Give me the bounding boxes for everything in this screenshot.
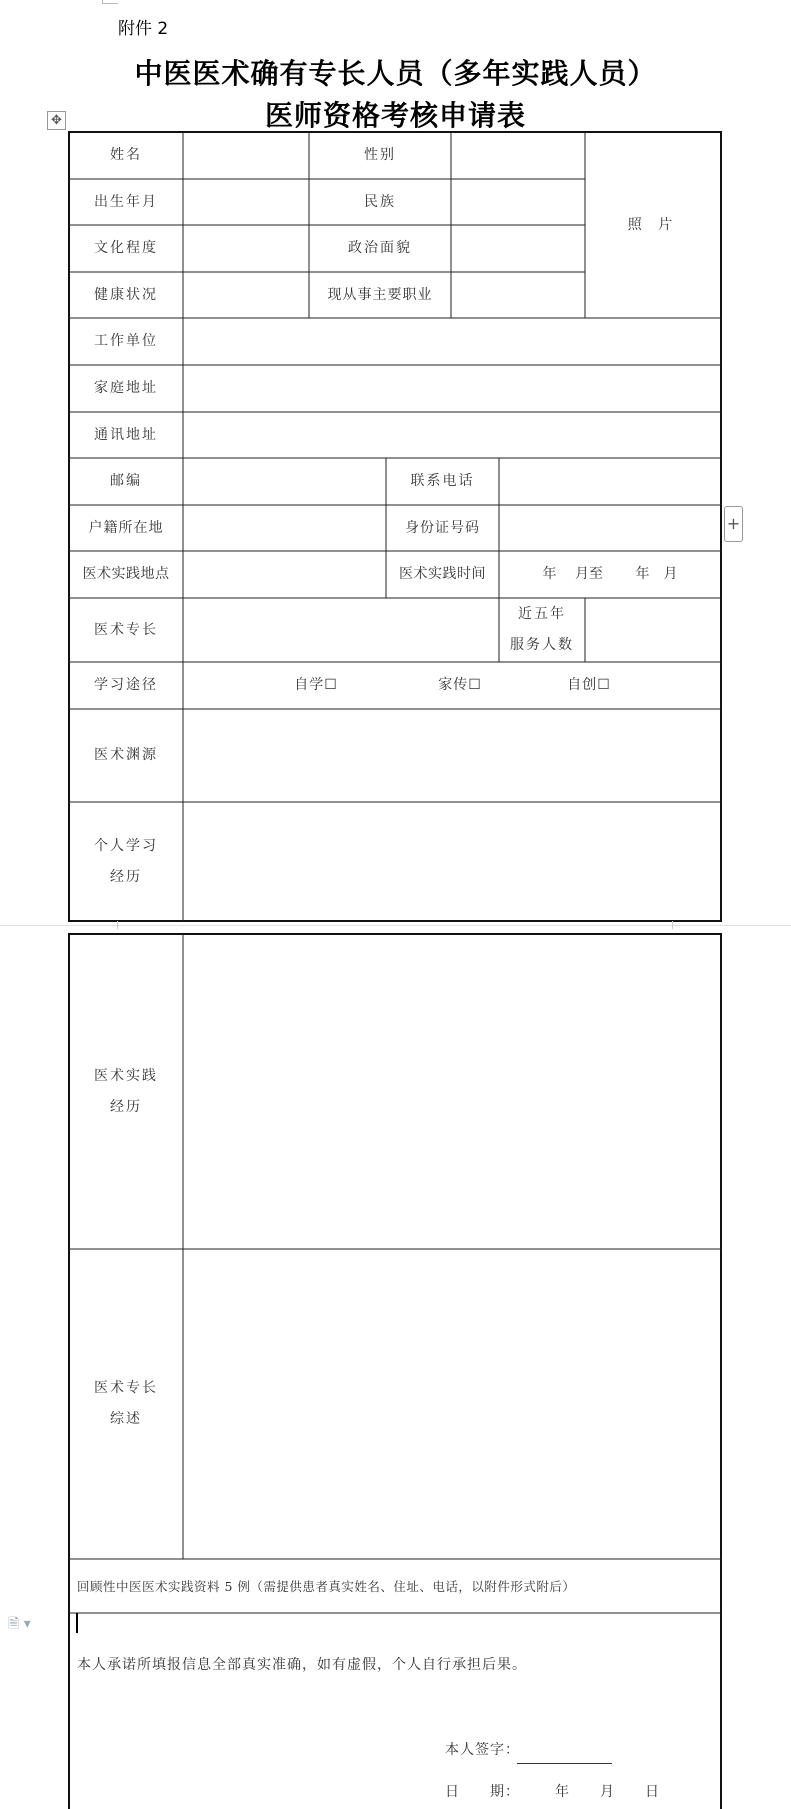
cases-note: 回顾性中医医术实践资料 5 例（需提供患者真实姓名、住址、电话，以附件形式附后） [77, 1578, 576, 1594]
add-column-plus-icon[interactable]: + [724, 506, 743, 542]
label-health: 健康状况 [94, 286, 158, 303]
page-corner-mark [117, 921, 118, 929]
label-practice-history-line2: 经历 [110, 1098, 142, 1115]
label-workplace: 工作单位 [94, 333, 158, 349]
label-personal-history-line1: 个人学习 [94, 837, 158, 854]
field-ethnicity[interactable] [451, 179, 585, 225]
label-personal-history-line2: 经历 [110, 868, 142, 885]
label-origin: 医术渊源 [94, 747, 158, 763]
label-education: 文化程度 [94, 240, 158, 256]
signature-label: 本人签字： [445, 1741, 520, 1758]
page-corner-mark [672, 921, 673, 929]
label-hukou: 户籍所在地 [88, 519, 164, 536]
field-name[interactable] [183, 132, 309, 179]
field-gender[interactable] [451, 132, 585, 179]
photo-box[interactable] [585, 132, 721, 318]
label-name: 姓名 [110, 147, 142, 163]
label-home-address: 家庭地址 [94, 380, 158, 396]
label-practice-time: 医术实践时间 [399, 566, 486, 582]
label-birth: 出生年月 [94, 193, 158, 210]
label-five-year-line1: 近五年 [518, 606, 566, 622]
field-id-number[interactable] [499, 505, 721, 551]
field-practice-time[interactable]: 年 月至 年 月 [542, 566, 678, 582]
label-specialty-summary [69, 1249, 183, 1559]
checkbox-self-created[interactable]: 自创☐ [567, 677, 611, 693]
label-specialty-summary-line1: 医术专长 [94, 1380, 158, 1396]
label-postcode: 邮编 [110, 473, 142, 489]
table-move-icon[interactable]: ✥ [47, 111, 66, 130]
signature-line[interactable] [517, 1763, 612, 1764]
label-specialty-summary-line2: 综述 [110, 1411, 142, 1427]
label-ethnicity: 民族 [364, 193, 396, 210]
label-id-number: 身份证号码 [405, 519, 480, 536]
field-workplace[interactable] [183, 318, 721, 365]
field-practice-place[interactable] [183, 551, 386, 598]
attachment-label: 附件 2 [118, 19, 169, 39]
document-icon[interactable]: 🗎 ▾ [8, 1616, 31, 1632]
field-birth[interactable] [183, 179, 309, 225]
field-political[interactable] [451, 225, 585, 272]
text-cursor [76, 1613, 78, 1633]
field-phone[interactable] [499, 458, 721, 505]
label-practice-history-line1: 医术实践 [94, 1067, 158, 1084]
date-value[interactable]: 年 月 日 [555, 1783, 660, 1800]
field-specialty-summary[interactable] [183, 1249, 721, 1559]
label-political: 政治面貌 [348, 240, 412, 256]
label-personal-history [69, 802, 183, 921]
field-home-address[interactable] [183, 365, 721, 412]
date-label: 日 期： [445, 1783, 520, 1800]
label-study-path: 学习途径 [94, 677, 158, 693]
field-health[interactable] [183, 272, 309, 318]
field-origin[interactable] [183, 709, 721, 802]
checkbox-self-study[interactable]: 自学☐ [294, 677, 338, 693]
field-specialty[interactable] [183, 598, 499, 662]
form-title-line2: 医师资格考核申请表 [264, 99, 526, 132]
field-personal-history[interactable] [183, 802, 721, 921]
field-postcode[interactable] [183, 458, 386, 505]
field-hukou[interactable] [183, 505, 386, 551]
field-mail-address[interactable] [183, 412, 721, 458]
form-title-line1: 中医医术确有专长人员（多年实践人员） [134, 57, 657, 90]
label-occupation: 现从事主要职业 [327, 286, 433, 303]
label-photo: 照 片 [627, 216, 679, 233]
field-practice-history[interactable] [183, 934, 721, 1249]
label-gender: 性别 [364, 147, 396, 163]
label-five-year-line2: 服务人数 [510, 637, 574, 653]
label-five-year-count [499, 598, 585, 662]
label-phone: 联系电话 [410, 473, 475, 489]
field-occupation[interactable] [451, 272, 585, 318]
label-mail-address: 通讯地址 [94, 426, 158, 443]
label-practice-place: 医术实践地点 [82, 566, 170, 582]
pledge-text: 本人承诺所填报信息全部真实准确，如有虚假，个人自行承担后果。 [77, 1656, 527, 1673]
checkbox-family[interactable]: 家传☐ [438, 677, 482, 693]
field-education[interactable] [183, 225, 309, 272]
field-five-year-count[interactable] [585, 598, 721, 662]
label-specialty: 医术专长 [94, 621, 158, 638]
label-practice-history [69, 934, 183, 1249]
